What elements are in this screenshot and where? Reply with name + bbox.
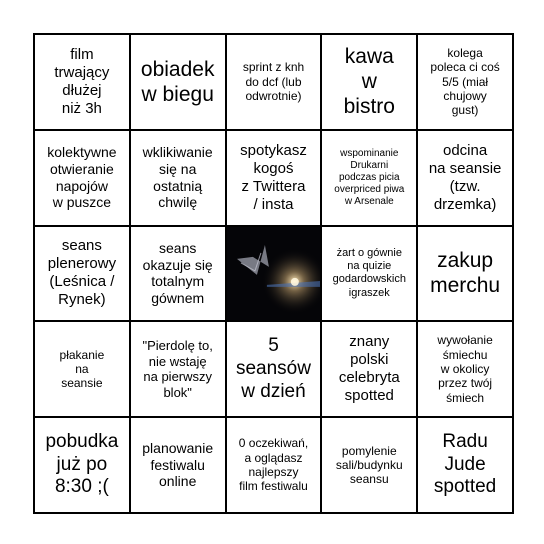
bingo-cell[interactable] — [417, 34, 513, 130]
bingo-cell[interactable] — [130, 34, 226, 130]
bingo-free-space-image[interactable] — [226, 226, 322, 322]
bingo-cell-text: kawa w bistro — [343, 45, 395, 119]
bingo-cell-text: zakup merchu — [430, 249, 501, 298]
bingo-cell-text: kolega poleca ci coś 5/5 (miał chujowy gust) — [430, 45, 500, 118]
bingo-cell[interactable] — [226, 34, 322, 130]
bingo-board — [33, 33, 514, 514]
bingo-cell-text: znany polski celebryta spotted — [338, 333, 400, 405]
bingo-cell[interactable] — [417, 321, 513, 417]
bingo-cell-text: 5 seansów w dzień — [235, 335, 311, 402]
bingo-cell[interactable] — [34, 417, 130, 513]
bingo-cell-text: wywołanie śmiechu w okolicy przez twój śmiech — [437, 333, 493, 405]
bingo-cell[interactable] — [417, 417, 513, 513]
bingo-cell[interactable] — [417, 130, 513, 226]
bingo-cell[interactable] — [321, 130, 417, 226]
bingo-cell[interactable] — [34, 130, 130, 226]
bingo-cell[interactable] — [130, 417, 226, 513]
bingo-cell-text: Radu Jude spotted — [433, 430, 497, 498]
bingo-cell-text: kolektywne otwieranie napojów w puszce — [47, 144, 117, 211]
bingo-cell[interactable] — [321, 321, 417, 417]
bingo-cell-text: 0 oczekiwań, a oglądasz najlepszy film festiwalu — [238, 436, 309, 494]
bingo-cell[interactable] — [130, 130, 226, 226]
bingo-cell[interactable] — [226, 130, 322, 226]
bingo-cell[interactable] — [226, 321, 322, 417]
bingo-cell-text: wklikiwanie się na ostatnią chwilę — [142, 144, 213, 211]
bingo-cell[interactable] — [321, 417, 417, 513]
bingo-cell-text: płakanie na seansie — [59, 347, 105, 391]
bingo-cell-text: pobudka już po 8:30 ;( — [45, 430, 119, 498]
bingo-cell-text: seans okazuje się totalnym gównem — [142, 239, 213, 307]
bingo-cell-text: wspominanie Drukarni podczas picia overpriced piwa w Arsenale — [334, 147, 405, 207]
bingo-cell[interactable] — [321, 34, 417, 130]
free-space-image — [227, 227, 321, 321]
bingo-cell-text: odcina na seansie (tzw. drzemka) — [428, 141, 502, 213]
bingo-cell[interactable] — [321, 226, 417, 322]
bingo-cell-text: pomylenie sali/budynku seansu — [335, 443, 403, 487]
bingo-cell-text: seans plenerowy (Leśnica / Rynek) — [47, 237, 117, 309]
bingo-cell-text: planowanie festiwalu online — [142, 439, 214, 490]
bingo-cell[interactable] — [34, 321, 130, 417]
bingo-cell-text: obiadek w biegu — [140, 57, 215, 106]
bingo-cell[interactable] — [130, 321, 226, 417]
bingo-cell[interactable] — [226, 417, 322, 513]
bingo-cell[interactable] — [34, 226, 130, 322]
bingo-cell-text: spotykasz kogoś z Twittera / insta — [240, 141, 307, 213]
bingo-cell-text: film trwający dłużej niż 3h — [54, 45, 110, 117]
bingo-cell[interactable] — [417, 226, 513, 322]
bingo-cell-text: "Pierdolę to, nie wstaję na pierwszy blok" — [142, 338, 213, 400]
bingo-cell[interactable] — [130, 226, 226, 322]
bingo-cell[interactable] — [34, 34, 130, 130]
bingo-cell-text: sprint z knh do dcf (lub odwrotnie) — [242, 60, 305, 104]
bingo-cell-text: żart o gównie na quizie godardowskich igraszek — [332, 247, 406, 299]
